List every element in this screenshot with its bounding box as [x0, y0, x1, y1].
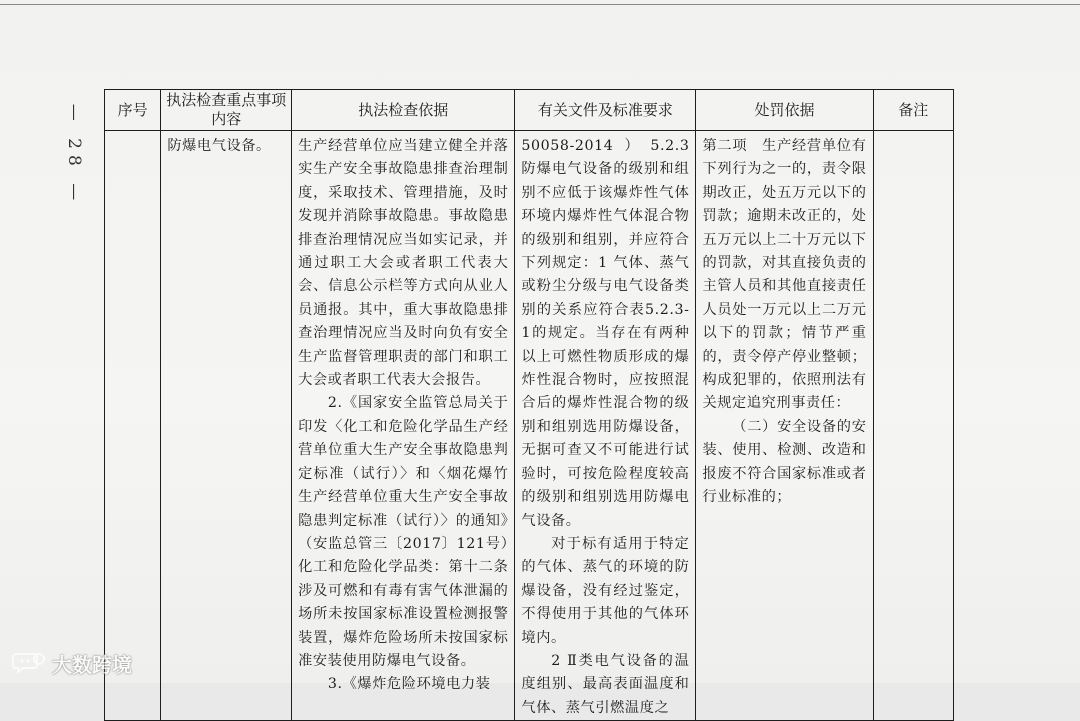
watermark — [12, 650, 132, 676]
page-number-label: — 28 — — [64, 103, 85, 207]
basis-paragraph: 2.《国家安全监管总局关于印发〈化工和危险化学品生产经营单位重大生产安全事故隐患判定标准（试行）〉和〈烟花爆竹生产经营单位重大生产安全事故隐患判定标准（试行）〉的通知》（安监总管三〔2017〕121号）化工和危险化学品类：第十二条 涉及可燃和有毒有害气体泄漏的场所未按国家标准设置检测报警装置，爆炸危险场所未按国家标准安装使用防爆电气设备。 — [298, 395, 524, 669]
chat-bubble-logo-icon — [12, 651, 46, 675]
table-header-row — [105, 90, 954, 131]
standard-paragraph: 2 Ⅱ类电气设备的温度组别、最高表面温度和气体、蒸气引燃温度之 — [521, 652, 690, 716]
top-rule — [0, 4, 1080, 5]
header-penalty: 处罚依据 — [696, 90, 873, 131]
header-standard: 有关文件及标准要求 — [515, 90, 696, 131]
page-number — [56, 103, 92, 207]
cell-seq — [105, 131, 161, 721]
cell-standard — [515, 131, 705, 721]
header-item: 执法检查重点事项内容 — [161, 90, 292, 131]
penalty-paragraph: （二）安全设备的安装、使用、检测、改造和报废不符合国家标准或者行业标准的； — [702, 418, 867, 506]
cell-note — [873, 131, 954, 721]
penalty-paragraph: 第二项 生产经营单位有下列行为之一的，责令限期改正，处五万元以下的罚款；逾期未改正的，处五万元以上二十万元以下的罚款，对其直接负责的主管人员和其他直接责任人员处一万元以上二万元以下的罚款；情节严重的，责令停产停业整顿；构成犯罪的，依照刑法有关规定追究刑事责任： — [702, 138, 867, 412]
cell-basis — [292, 131, 524, 721]
standard-paragraph: 对于标有适用于特定的气体、蒸气的环境的防爆设备，没有经过鉴定，不得使用于其他的气体环境内。 — [521, 535, 690, 646]
standard-paragraph: 50058-2014）5.2.3 防爆电气设备的级别和组别不应低于该爆炸性气体环境内爆炸性气体混合物的级别和组别，并应符合下列规定：1 气体、蒸气或粉尘分级与电气设备类别的关系应符合表5.2.3-1的规定。当存在有两种以上可燃性物质形成的爆炸性混合物时，应按照混合后的爆炸性混合物的级别和组别选用防爆设备，无据可查又不可能进行试验时，可按危险程度较高的级别和组别选用防爆电气设备。 — [521, 138, 705, 529]
cell-item: 防爆电气设备。 — [161, 131, 292, 721]
basis-paragraph: 生产经营单位应当建立健全并落实生产安全事故隐患排查治理制度，采取技术、管理措施，及时发现并消除事故隐患。事故隐患排查治理情况应当如实记录，并通过职工大会或者职工代表大会、信息公示栏等方式向从业人员通报。其中，重大事故隐患排查治理情况应当及时向负有安全生产监督管理职责的部门和职工大会或者职工代表大会报告。 — [298, 138, 509, 389]
basis-paragraph: 3.《爆炸危险环境电力装 — [327, 676, 491, 693]
header-note: 备注 — [873, 90, 954, 131]
cell-penalty — [696, 131, 873, 721]
header-seq: 序号 — [105, 90, 161, 131]
table-row — [105, 131, 954, 721]
header-basis: 执法检查依据 — [292, 90, 515, 131]
inspection-table — [104, 89, 954, 721]
watermark-text: 大数跨境 — [52, 652, 132, 677]
